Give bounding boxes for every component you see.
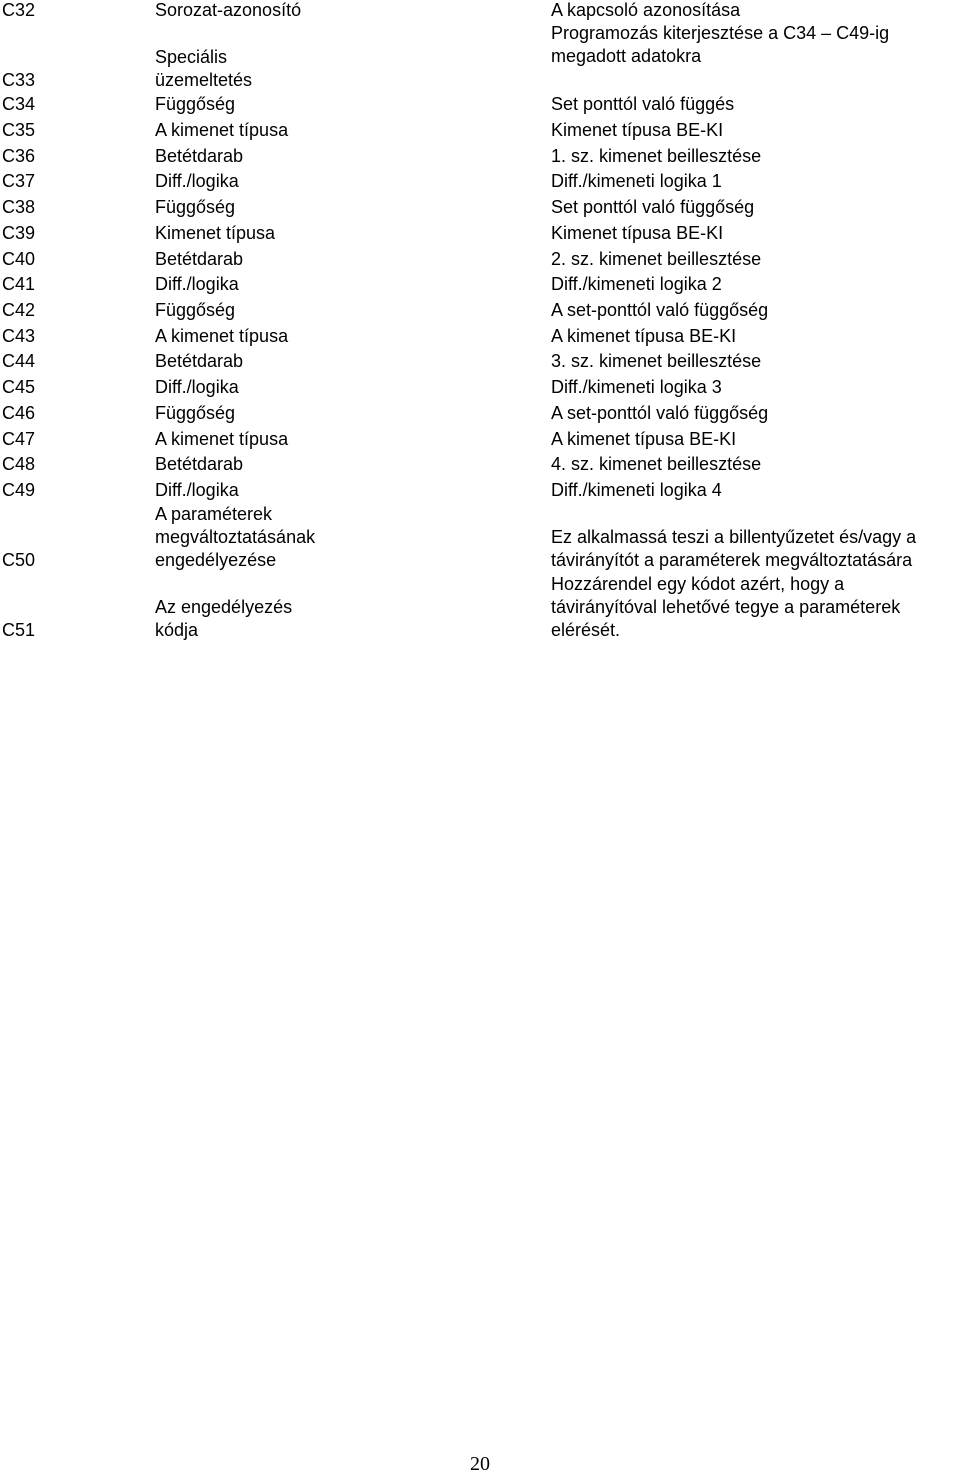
param-description: Hozzárendel egy kódot azért, hogy a távirányítóval lehetővé tegye a paraméterek elérését.: [551, 574, 901, 640]
table-row: [0, 0, 960, 22]
table-row: [0, 271, 960, 296]
param-code: C38: [2, 197, 36, 217]
param-description: 2. sz. kimenet beillesztése: [551, 249, 762, 269]
table-row: [0, 348, 960, 373]
table-row: [0, 502, 960, 572]
param-description: Diff./kimeneti logika 1: [551, 171, 722, 191]
param-name: Az engedélyezés kódja: [155, 597, 293, 640]
param-code: C48: [2, 454, 36, 474]
param-code: C36: [2, 146, 36, 166]
table-row: [0, 322, 960, 348]
table-row: [0, 92, 960, 116]
param-description: Programozás kiterjesztése a C34 – C49-ig megadott adatokra: [551, 23, 890, 66]
param-code: C42: [2, 300, 36, 320]
param-name: Speciális üzemeltetés: [155, 47, 253, 90]
param-name: Függőség: [155, 403, 236, 423]
table-row: [0, 116, 960, 142]
table-row: [0, 219, 960, 245]
param-description: Ez alkalmassá teszi a billentyűzetet és/vagy a távirányítót a paraméterek megváltoztatására: [551, 527, 917, 570]
param-description: Kimenet típusa BE-KI: [551, 223, 724, 243]
param-code: C39: [2, 223, 36, 243]
param-code: C44: [2, 351, 36, 371]
param-code: C46: [2, 403, 36, 423]
param-code: C43: [2, 326, 36, 346]
param-description: A set-ponttól való függőség: [551, 300, 769, 320]
table-row: [0, 296, 960, 322]
table-row: [0, 425, 960, 451]
param-code: C49: [2, 480, 36, 500]
param-name: Diff./logika: [155, 274, 239, 294]
param-name: Sorozat-azonosító: [155, 0, 302, 20]
param-description: Diff./kimeneti logika 3: [551, 377, 722, 397]
param-description: 1. sz. kimenet beillesztése: [551, 146, 762, 166]
param-description: 3. sz. kimenet beillesztése: [551, 351, 762, 371]
param-name: Diff./logika: [155, 480, 239, 500]
param-description: A kimenet típusa BE-KI: [551, 429, 737, 449]
param-description: A kapcsoló azonosítása: [551, 0, 741, 20]
table-row: [0, 142, 960, 168]
param-description: Set ponttól való függés: [551, 94, 735, 114]
table-row: [0, 168, 960, 193]
param-code: C50: [2, 550, 36, 570]
parameter-table: [0, 0, 960, 642]
table-row: [0, 22, 960, 92]
param-description: Kimenet típusa BE-KI: [551, 120, 724, 140]
param-name: Diff./logika: [155, 171, 239, 191]
param-name: Betétdarab: [155, 351, 244, 371]
param-name: Diff./logika: [155, 377, 239, 397]
param-code: C51: [2, 620, 36, 640]
param-code: C33: [2, 70, 36, 90]
param-code: C45: [2, 377, 36, 397]
param-name: Függőség: [155, 300, 236, 320]
param-description: 4. sz. kimenet beillesztése: [551, 454, 762, 474]
param-name: Függőség: [155, 197, 236, 217]
param-name: Kimenet típusa: [155, 223, 276, 243]
param-description: Diff./kimeneti logika 4: [551, 480, 722, 500]
param-code: C41: [2, 274, 36, 294]
param-name: A kimenet típusa: [155, 326, 289, 346]
param-name: A paraméterek megváltoztatásának engedélyezése: [155, 504, 316, 570]
table-row: [0, 451, 960, 476]
param-name: A kimenet típusa: [155, 429, 289, 449]
param-code: C34: [2, 94, 36, 114]
table-row: [0, 572, 960, 642]
param-name: A kimenet típusa: [155, 120, 289, 140]
param-code: C47: [2, 429, 36, 449]
param-code: C35: [2, 120, 36, 140]
param-code: C32: [2, 0, 36, 20]
param-code: C40: [2, 249, 36, 269]
param-name: Betétdarab: [155, 454, 244, 474]
page-number: 20: [470, 1453, 490, 1475]
table-row: [0, 193, 960, 219]
param-code: C37: [2, 171, 36, 191]
table-row: [0, 399, 960, 425]
param-description: A kimenet típusa BE-KI: [551, 326, 737, 346]
param-description: A set-ponttól való függőség: [551, 403, 769, 423]
param-description: Diff./kimeneti logika 2: [551, 274, 722, 294]
table-row: [0, 245, 960, 271]
param-name: Betétdarab: [155, 146, 244, 166]
param-name: Függőség: [155, 94, 236, 114]
param-name: Betétdarab: [155, 249, 244, 269]
param-description: Set ponttól való függőség: [551, 197, 755, 217]
table-row: [0, 476, 960, 502]
table-row: [0, 373, 960, 399]
